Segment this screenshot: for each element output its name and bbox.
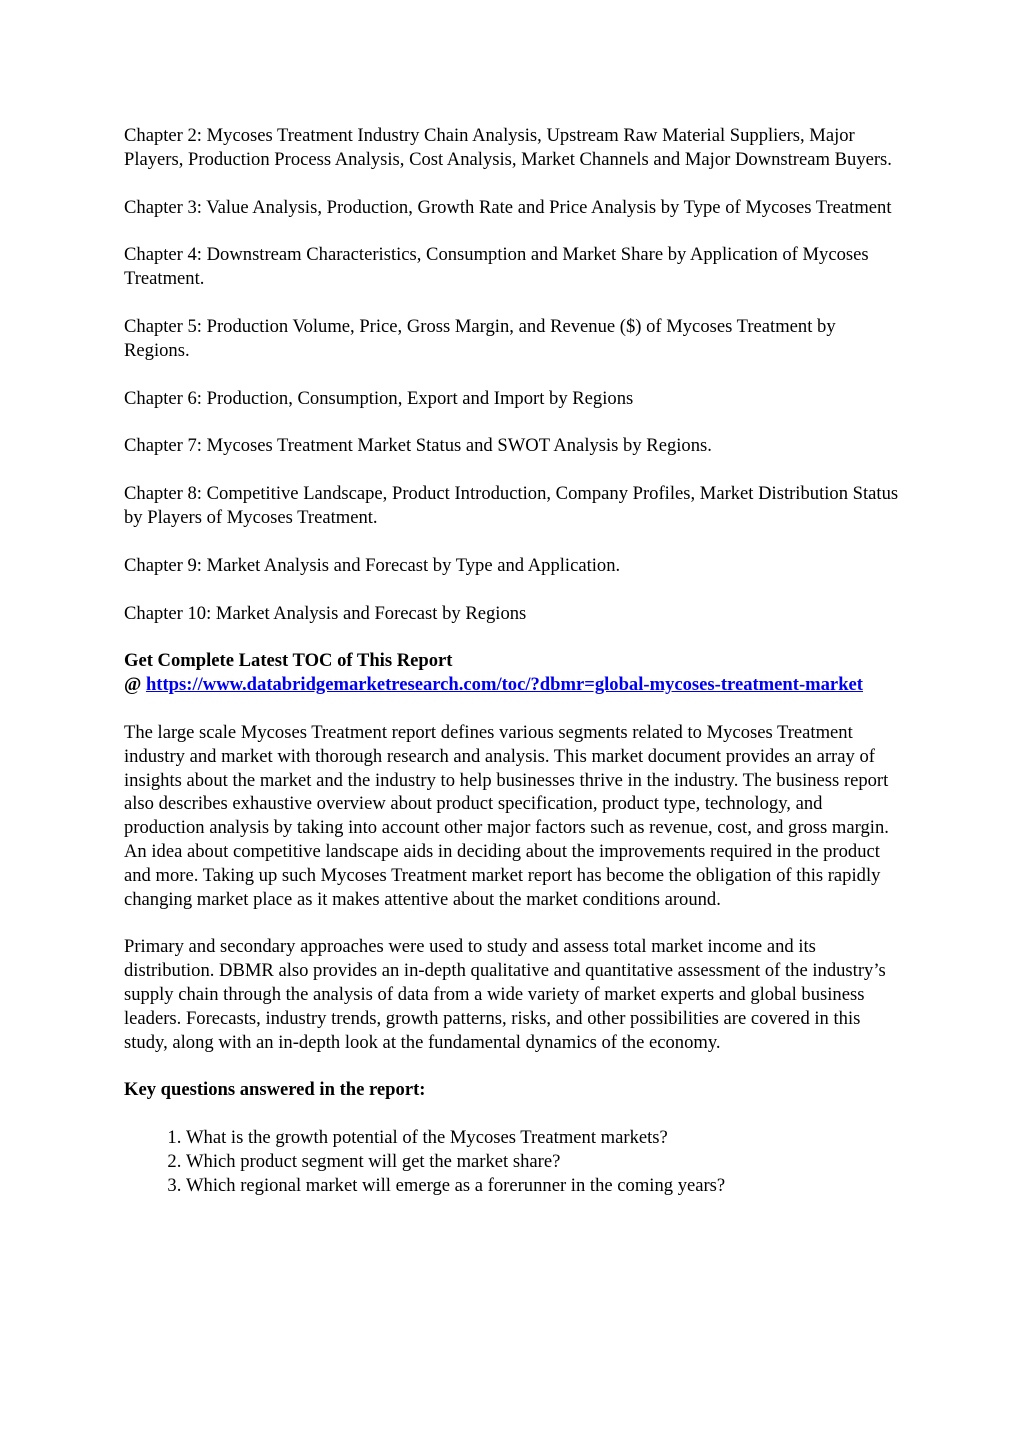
chapter-2: Chapter 2: Mycoses Treatment Industry Chain Analysis, Upstream Raw Material Suppliers, Major Players, Production Process Analysis, Cost Analysis, Market Channels and Major Downstream Buyers. bbox=[124, 125, 892, 170]
report-description-paragraph: The large scale Mycoses Treatment report defines various segments related to Mycoses Treatment industry and market with thorough research and analysis. This market document provides an array of insights about the market and the industry to help businesses thrive in the industry. The business report also describes exhaustive overview about product specification, product type, technology, and production analysis by taking into account other major factors such as revenue, cost, and gross margin. An idea about competitive landscape aids in deciding about the improvements required in the product and more. Taking up such Mycoses Treatment market report has become the obligation of this rapidly changing market place as it makes attentive about the market conditions around. bbox=[124, 721, 889, 910]
chapter-10: Chapter 10: Market Analysis and Forecast by Regions bbox=[124, 602, 527, 624]
key-questions-list bbox=[124, 1126, 904, 1197]
toc-link[interactable]: https://www.databridgemarketresearch.com/toc/?dbmr=global-mycoses-treatment-market bbox=[145, 674, 863, 696]
chapter-4: Chapter 4: Downstream Characteristics, Consumption and Market Share by Application of Mycoses Treatment. bbox=[124, 244, 869, 290]
list-item: 3. Which regional market will emerge as a forerunner in the coming years? bbox=[186, 1174, 904, 1198]
key-questions-heading: Key questions answered in the report: bbox=[124, 1079, 426, 1101]
chapter-5: Chapter 5: Production Volume, Price, Gross Margin, and Revenue ($) of Mycoses Treatment by Regions. bbox=[124, 315, 836, 361]
document-body bbox=[124, 124, 904, 1198]
chapter-6: Chapter 6: Production, Consumption, Export and Import by Regions bbox=[124, 387, 634, 409]
toc-link-line bbox=[124, 673, 904, 697]
toc-section bbox=[124, 649, 904, 697]
toc-heading: Get Complete Latest TOC of This Report bbox=[124, 650, 453, 672]
list-item: 1. What is the growth potential of the Mycoses Treatment markets? bbox=[186, 1126, 904, 1150]
chapter-7: Chapter 7: Mycoses Treatment Market Status and SWOT Analysis by Regions. bbox=[124, 435, 712, 457]
methodology-paragraph: Primary and secondary approaches were used to study and assess total market income and its distribution. DBMR also provides an in-depth qualitative and quantitative assessment of the industry’s supply chain through the analysis of data from a wide variety of market experts and global business leaders. Forecasts, industry trends, growth patterns, risks, and other possibilities are covered in this study, along with an in-depth look at the fundamental dynamics of the economy. bbox=[124, 936, 886, 1053]
chapter-3: Chapter 3: Value Analysis, Production, Growth Rate and Price Analysis by Type of Mycoses Treatment bbox=[124, 196, 892, 218]
chapter-9: Chapter 9: Market Analysis and Forecast by Type and Application. bbox=[124, 554, 621, 576]
toc-at-sign: @ bbox=[124, 674, 142, 696]
list-item: 2. Which product segment will get the market share? bbox=[186, 1150, 904, 1174]
chapter-8: Chapter 8: Competitive Landscape, Product Introduction, Company Profiles, Market Distribution Status by Players of Mycoses Treatment. bbox=[124, 483, 899, 528]
